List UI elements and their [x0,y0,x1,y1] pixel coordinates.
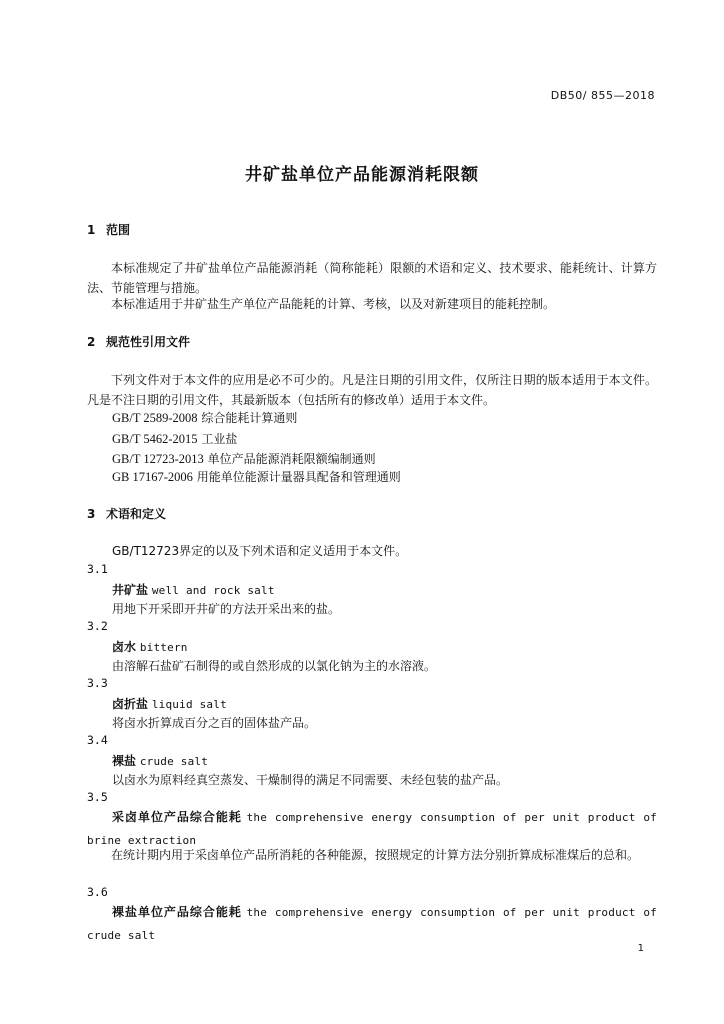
reference-title: 用能单位能源计量器具配备和管理通则 [196,470,401,484]
page-number: 1 [637,943,644,954]
section-number: 2 [87,335,96,349]
term-english: the comprehensive energy consumption of per unit product of brine extraction [87,811,657,847]
reference-code: GB/T 5462-2015 [112,432,198,446]
term-chinese: 卤折盐 [112,697,149,711]
term-chinese: 采卤单位产品综合能耗 [112,810,242,824]
reference-code: GB/T 12723-2013 [112,452,204,466]
reference-code: GB 17167-2006 [112,470,193,484]
term-heading [112,581,275,598]
section-1-heading [87,221,130,238]
term-chinese: 井矿盐 [112,583,149,597]
term-english: bittern [139,641,188,654]
term-english: the comprehensive energy consumption of per unit product of crude salt [87,906,657,942]
reference-item [112,409,297,426]
term-english: liquid salt [151,698,227,711]
section-title: 范围 [106,223,131,237]
term-definition: 以卤水为原料经真空蒸发、干燥制得的满足不同需要、未经包装的盐产品。 [112,773,509,787]
section-3-intro: GB/T12723界定的以及下列术语和定义适用于本文件。 [112,544,408,558]
term-definition: 将卤水折算成百分之百的固体盐产品。 [112,716,317,730]
term-english: well and rock salt [151,584,275,597]
term-heading [112,752,208,769]
standard-code: DB50/ 855—2018 [550,89,655,102]
term-definition: 用地下开采即开井矿的方法开采出来的盐。 [112,602,341,616]
section-number: 1 [87,223,96,237]
section-2-heading [87,333,190,350]
term-number: 3.3 [87,676,108,690]
term-chinese: 裸盐单位产品综合能耗 [112,905,242,919]
reference-item [112,430,237,447]
term-heading [112,695,227,712]
term-number: 3.2 [87,619,108,633]
reference-item [112,468,401,485]
term-english: crude salt [139,755,209,768]
section-title: 术语和定义 [106,507,167,521]
term-number: 3.4 [87,733,108,747]
section-number: 3 [87,507,96,521]
section-2-paragraph-1: 下列文件对于本文件的应用是必不可少的。凡是注日期的引用文件，仅所注日期的版本适用于本文件。凡是不注日期的引用文件，其最新版本（包括所有的修改单）适用于本文件。 [87,373,657,407]
reference-item [112,450,376,467]
reference-code: GB/T 2589-2008 [112,411,198,425]
term-chinese: 卤水 [112,640,137,654]
term-heading [112,638,188,655]
term-definition: 在统计期内用于采卤单位产品所消耗的各种能源，按照规定的计算方法分别折算成标准煤后的总和。 [111,848,640,862]
reference-title: 综合能耗计算通则 [201,411,298,425]
reference-title: 工业盐 [201,432,238,446]
term-number: 3.1 [87,562,108,576]
term-chinese: 裸盐 [112,754,137,768]
reference-title: 单位产品能源消耗限额编制通则 [207,452,376,466]
section-title: 规范性引用文件 [106,335,191,349]
term-definition: 由溶解石盐矿石制得的或自然形成的以氯化钠为主的水溶液。 [112,659,437,673]
document-title: 井矿盐单位产品能源消耗限额 [245,165,479,185]
term-heading [87,901,657,947]
section-1-paragraph-1: 本标准规定了井矿盐单位产品能源消耗（简称能耗）限额的术语和定义、技术要求、能耗统计、计算方法、节能管理与措施。 [87,261,657,295]
section-1-paragraph-2: 本标准适用于井矿盐生产单位产品能耗的计算、考核，以及对新建项目的能耗控制。 [111,297,556,311]
term-number: 3.5 [87,790,108,804]
section-3-heading [87,505,166,522]
term-number: 3.6 [87,885,108,899]
